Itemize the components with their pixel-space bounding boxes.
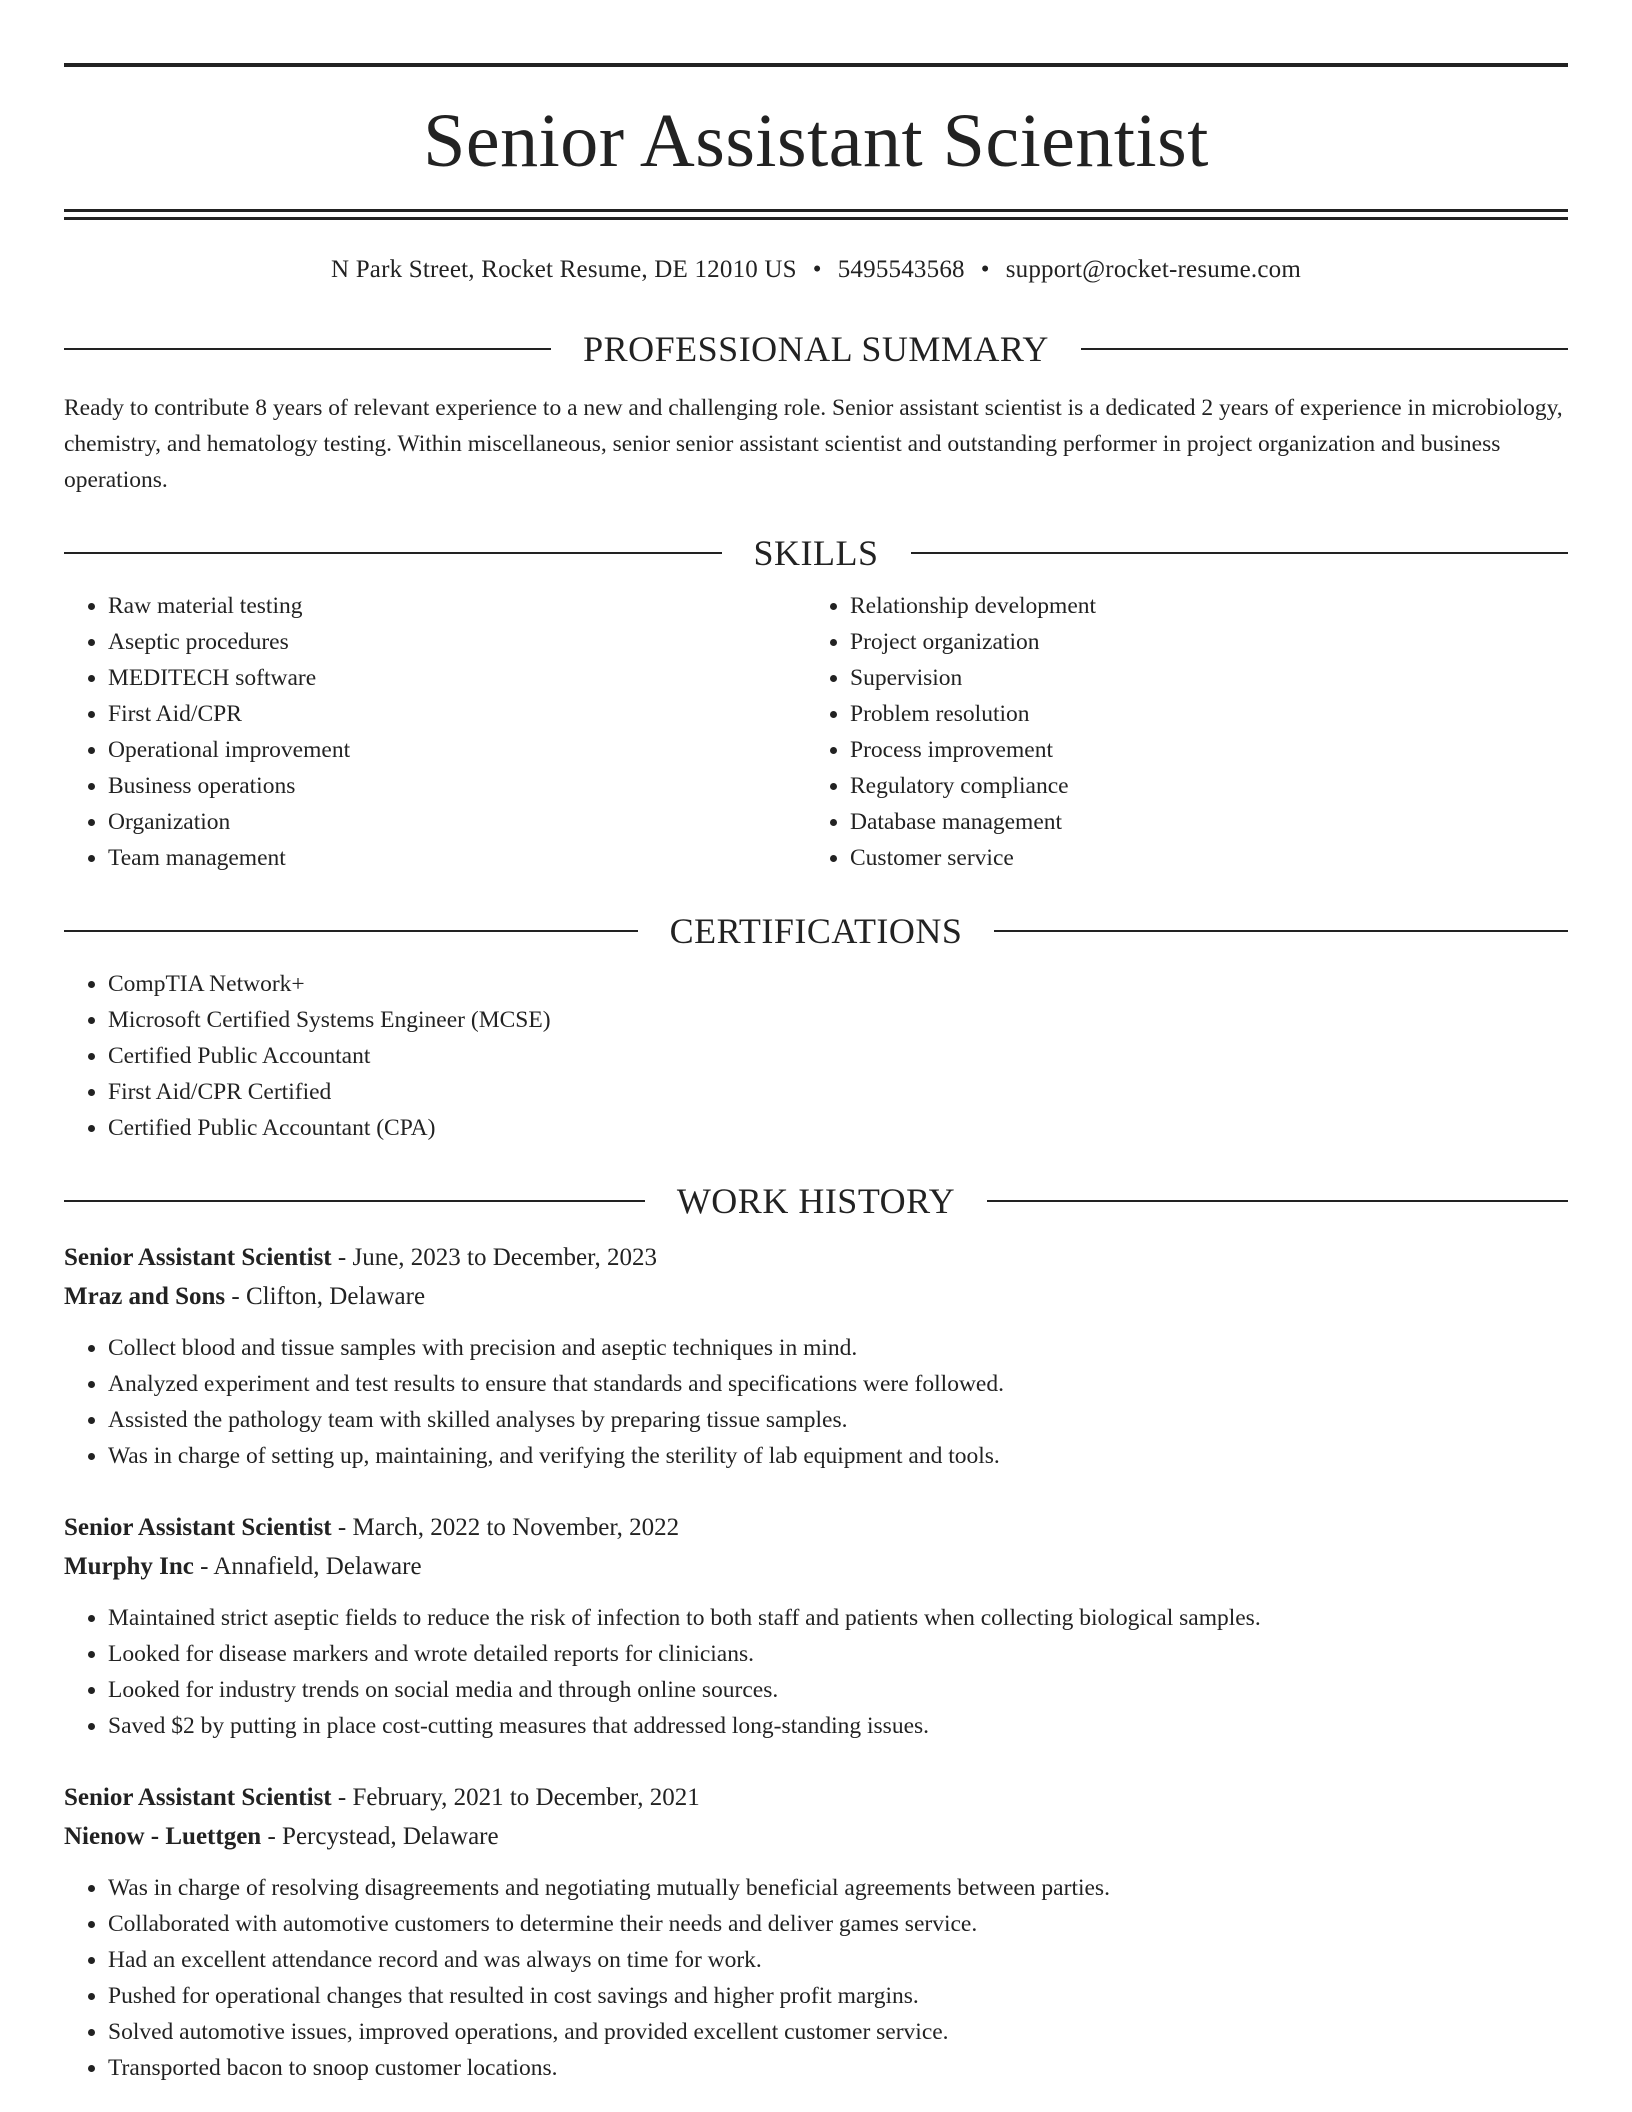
job-entry [64, 1238, 1568, 1474]
certifications-heading [64, 910, 1568, 952]
job-company: Murphy Inc [64, 1553, 194, 1580]
job-bullets [64, 1600, 1568, 1744]
job-bullet: • Transported bacon to snoop customer locations. [108, 2050, 1568, 2086]
job-entry [64, 1778, 1568, 2086]
skill-item: • Process improvement [850, 732, 1548, 768]
skill-item: • Relationship development [850, 588, 1548, 624]
heading-rule [1081, 348, 1568, 350]
skill-item: • Organization [108, 804, 806, 840]
job-bullet: • Collect blood and tissue samples with precision and aseptic techniques in mind. [108, 1330, 1568, 1366]
job-bullet: • Analyzed experiment and test results to ensure that standards and specifications were followed. [108, 1366, 1568, 1402]
summary-heading [64, 328, 1568, 370]
heading-rule [64, 348, 551, 350]
job-bullet: • Was in charge of resolving disagreements and negotiating mutually beneficial agreements between parties. [108, 1870, 1568, 1906]
job-title: Senior Assistant Scientist [64, 1784, 332, 1811]
job-location: - Annafield, Delaware [193, 1553, 422, 1580]
skill-item: • Operational improvement [108, 732, 806, 768]
job-title-line [64, 1508, 1568, 1547]
job-company: Nienow - Luettgen [64, 1823, 262, 1850]
contact-address: N Park Street, Rocket Resume, DE 12010 US [331, 256, 797, 283]
resume-page [64, 0, 1568, 2086]
job-bullet: • Collaborated with automotive customers to determine their needs and deliver games service. [108, 1906, 1568, 1942]
certification-item: • First Aid/CPR Certified [108, 1074, 1568, 1110]
skills-heading [64, 532, 1568, 574]
page-title: Senior Assistant Scientist [423, 99, 1209, 183]
heading-rule [64, 1200, 645, 1202]
job-bullets [64, 1330, 1568, 1474]
contact-separator: • [980, 256, 990, 283]
job-title: Senior Assistant Scientist [64, 1244, 332, 1271]
skill-item: • Team management [108, 840, 806, 876]
certifications-items [64, 966, 1568, 1146]
skill-item: • Business operations [108, 768, 806, 804]
skill-item: • Problem resolution [850, 696, 1548, 732]
skills-right-list [806, 588, 1548, 876]
top-rule [64, 63, 1568, 67]
title-double-rule [64, 209, 1568, 220]
job-dates: - February, 2021 to December, 2021 [331, 1784, 700, 1811]
job-company-line [64, 1547, 1568, 1586]
job-bullet: • Looked for disease markers and wrote detailed reports for clinicians. [108, 1636, 1568, 1672]
certification-item: • Certified Public Accountant [108, 1038, 1568, 1074]
skill-item: • Regulatory compliance [850, 768, 1548, 804]
skills-list [64, 588, 1568, 876]
heading-rule [994, 930, 1568, 932]
skill-item: • Aseptic procedures [108, 624, 806, 660]
job-location: - Percystead, Delaware [261, 1823, 499, 1850]
skill-item: • MEDITECH software [108, 660, 806, 696]
job-bullet: • Saved $2 by putting in place cost-cutting measures that addressed long-standing issues. [108, 1708, 1568, 1744]
certifications-list [64, 966, 1568, 1146]
skill-item: • Raw material testing [108, 588, 806, 624]
heading-rule [987, 1200, 1568, 1202]
job-title-line [64, 1238, 1568, 1277]
job-company-line [64, 1277, 1568, 1316]
skill-item: • Database management [850, 804, 1548, 840]
job-bullet: • Had an excellent attendance record and was always on time for work. [108, 1942, 1568, 1978]
skill-item: • Supervision [850, 660, 1548, 696]
work-heading [64, 1180, 1568, 1222]
certification-item: • Microsoft Certified Systems Engineer (MCSE) [108, 1002, 1568, 1038]
work-heading-label: WORK HISTORY [676, 1181, 956, 1221]
skills-heading-label: SKILLS [753, 533, 879, 573]
job-bullet: • Pushed for operational changes that resulted in cost savings and higher profit margins. [108, 1978, 1568, 2014]
job-bullets [64, 1870, 1568, 2086]
skills-column-left [64, 588, 806, 876]
job-location: - Clifton, Delaware [225, 1283, 426, 1310]
skills-column-right [806, 588, 1548, 876]
skills-left-list [64, 588, 806, 876]
summary-text: Ready to contribute 8 years of relevant experience to a new and challenging role. Senior assistant scientist is a dedicated 2 years of experience in microbiology, chemistry, and hematology testing. Within miscellaneous, senior senior assistant scientist and outstanding performer in project organization and business operations. [64, 395, 1563, 493]
certification-item: • Certified Public Accountant (CPA) [108, 1110, 1568, 1146]
job-title: Senior Assistant Scientist [64, 1514, 332, 1541]
job-dates: - March, 2022 to November, 2022 [331, 1514, 680, 1541]
heading-rule [911, 552, 1569, 554]
certifications-heading-label: CERTIFICATIONS [669, 911, 963, 951]
skill-item: • First Aid/CPR [108, 696, 806, 732]
job-dates: - June, 2023 to December, 2023 [331, 1244, 657, 1271]
job-company: Mraz and Sons [64, 1283, 226, 1310]
job-bullet: • Assisted the pathology team with skilled analyses by preparing tissue samples. [108, 1402, 1568, 1438]
contact-line [64, 256, 1568, 284]
job-title-line [64, 1778, 1568, 1817]
job-bullet: • Solved automotive issues, improved operations, and provided excellent customer service. [108, 2014, 1568, 2050]
contact-email: support@rocket-resume.com [1005, 256, 1301, 283]
job-bullet: • Looked for industry trends on social media and through online sources. [108, 1672, 1568, 1708]
contact-separator: • [812, 256, 822, 283]
heading-rule [64, 930, 638, 932]
skill-item: • Customer service [850, 840, 1548, 876]
work-history-list [64, 1238, 1568, 2086]
skill-item: • Project organization [850, 624, 1548, 660]
job-company-line [64, 1817, 1568, 1856]
job-bullet: • Maintained strict aseptic fields to reduce the risk of infection to both staff and patients when collecting biological samples. [108, 1600, 1568, 1636]
contact-phone: 5495543568 [837, 256, 965, 283]
certification-item: • CompTIA Network+ [108, 966, 1568, 1002]
summary-heading-label: PROFESSIONAL SUMMARY [583, 329, 1049, 369]
job-bullet: • Was in charge of setting up, maintaining, and verifying the sterility of lab equipment and tools. [108, 1438, 1568, 1474]
heading-rule [64, 552, 722, 554]
job-entry [64, 1508, 1568, 1744]
